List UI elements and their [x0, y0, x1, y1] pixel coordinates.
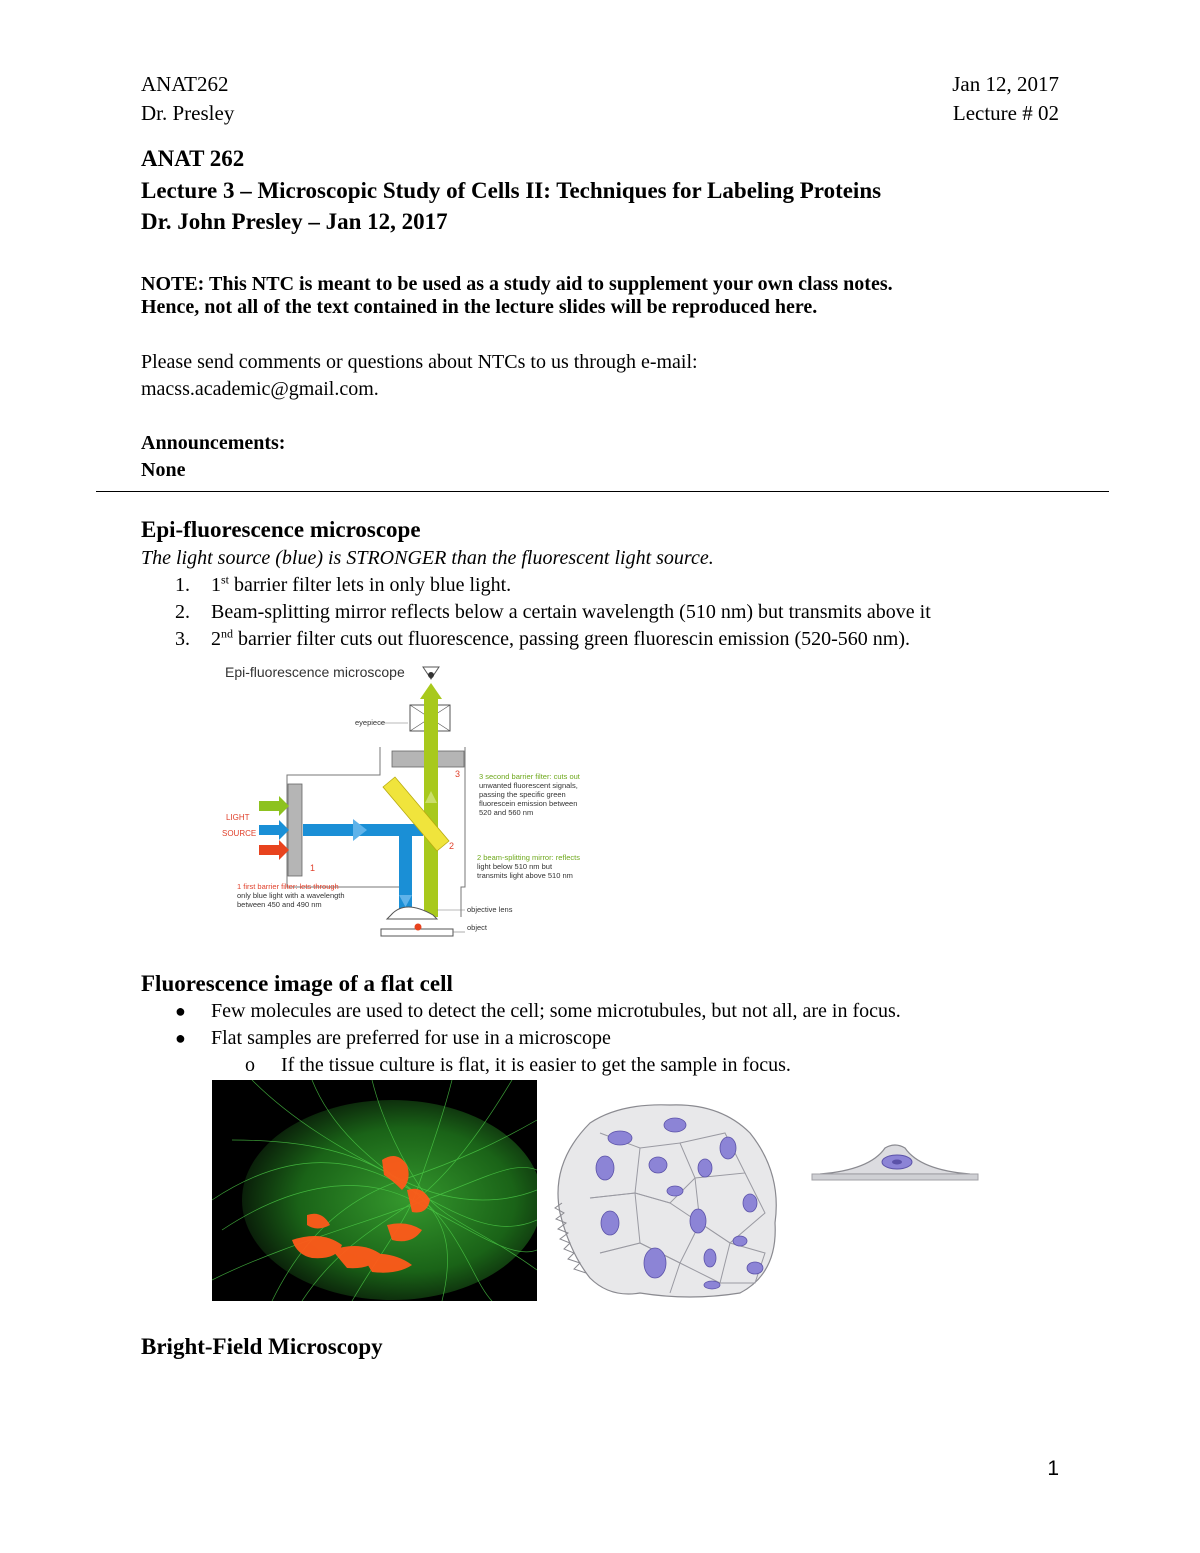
list-text: barrier filter lets in only blue light.: [229, 574, 512, 596]
fluorescence-micrograph-image: [212, 1080, 537, 1301]
lecturer-line: Dr. John Presley – Jan 12, 2017: [141, 209, 448, 234]
diagram-title: Epi-fluorescence microscope: [225, 664, 405, 680]
bullet-icon: ●: [175, 1001, 186, 1021]
list-text: If the tissue culture is flat, it is easier to get the sample in focus.: [281, 1054, 791, 1076]
ordinal-suffix: st: [221, 572, 230, 587]
list-number: 3.: [175, 628, 190, 650]
green-beam: [424, 699, 438, 917]
header-date: Jan 12, 2017: [952, 72, 1059, 96]
substrate: [812, 1174, 978, 1180]
page-number: 1: [1047, 1457, 1059, 1480]
announcements-heading: Announcements:: [141, 432, 286, 454]
sub-bullet-marker: o: [245, 1054, 255, 1076]
label-3: 3: [455, 769, 461, 779]
svg-text:between 450 and 490 nm: between 450 and 490 nm: [237, 900, 322, 909]
list-text: barrier filter cuts out fluorescence, passing green fluorescin emission (520-560 nm).: [233, 628, 911, 650]
ordinal-number: 2: [211, 628, 221, 650]
callout-1: [237, 882, 345, 909]
list-item: [175, 1025, 901, 1052]
svg-text:1 first barrier filter: lets: 1 first barrier filter: lets through: [237, 882, 339, 891]
source-label: SOURCE: [222, 829, 257, 838]
contact-text: Please send comments or questions about NTCs to us through e-mail:: [141, 351, 698, 373]
callout-3: [479, 772, 581, 817]
bullet-icon: ●: [175, 1028, 186, 1048]
label-1: 1: [310, 863, 316, 873]
list-text: Beam-splitting mirror reflects below a certain wavelength (510 nm) but transmits above it: [211, 601, 931, 623]
object-label: object: [467, 923, 488, 932]
list-item: [175, 998, 901, 1025]
numbered-list: [175, 572, 931, 653]
epi-fluorescence-diagram: [215, 655, 615, 940]
svg-text:only blue light with a wavelen: only blue light with a wavelength: [237, 891, 345, 900]
svg-text:transmits light above 510 nm: transmits light above 510 nm: [477, 871, 573, 880]
ordinal-suffix: nd: [221, 626, 233, 641]
announcements-value: None: [141, 459, 186, 481]
section-heading-epi-fluorescence: Epi-fluorescence microscope: [141, 517, 421, 542]
eyepiece-label: eyepiece: [355, 718, 386, 727]
lecture-title: Lecture 3 – Microscopic Study of Cells II: Techniques for Labeling Proteins: [141, 178, 882, 203]
beam-splitting-mirror: [383, 777, 449, 851]
header-lecture-number: Lecture # 02: [952, 101, 1059, 125]
contact-email[interactable]: macss.academic@gmail.com.: [141, 378, 379, 400]
header-course: ANAT262: [141, 72, 229, 96]
first-barrier-filter: [288, 784, 302, 876]
objective-label: objective lens: [467, 905, 513, 914]
list-number: 1.: [175, 574, 190, 596]
list-item: [175, 626, 931, 653]
callout-2: [477, 853, 580, 880]
sub-list-item: [245, 1052, 901, 1079]
note-line-1: NOTE: This NTC is meant to be used as a study aid to supplement your own class notes.: [141, 273, 893, 295]
list-item: [175, 599, 931, 626]
svg-text:unwanted fluorescent signals,: unwanted fluorescent signals,: [479, 781, 578, 790]
svg-text:3 second barrier filter: cuts: 3 second barrier filter: cuts out: [479, 772, 580, 781]
note-line-2: Hence, not all of the text contained in the lecture slides will be reproduced here.: [141, 296, 818, 318]
course-title: ANAT 262: [141, 146, 245, 171]
svg-text:2 beam-splitting mirror: refl: 2 beam-splitting mirror: reflects: [477, 853, 580, 862]
list-text: Flat samples are preferred for use in a microscope: [211, 1027, 611, 1049]
section-heading-flat-cell: Fluorescence image of a flat cell: [141, 971, 453, 996]
svg-text:passing the specific green: passing the specific green: [479, 790, 566, 799]
object-dot: [415, 924, 422, 931]
label-2: 2: [449, 841, 455, 851]
section-divider: [96, 491, 1109, 492]
eye-pupil: [428, 672, 434, 678]
flat-cell-side-view: [810, 1140, 980, 1188]
svg-text:light below 510 nm but: light below 510 nm but: [477, 862, 553, 871]
cell-sheet-illustration: [550, 1103, 782, 1301]
section-heading-bright-field: Bright-Field Microscopy: [141, 1334, 383, 1359]
light-label: LIGHT: [226, 813, 250, 822]
ordinal-number: 1: [211, 574, 221, 596]
bullet-list: [175, 998, 901, 1079]
list-item: [175, 572, 931, 599]
svg-text:fluorescein emission between: fluorescein emission between: [479, 799, 578, 808]
list-number: 2.: [175, 601, 190, 623]
header-instructor: Dr. Presley: [141, 101, 235, 125]
list-text: Few molecules are used to detect the cell; some microtubules, but not all, are in focus.: [211, 1000, 901, 1022]
section-subtitle: The light source (blue) is STRONGER than the fluorescent light source.: [141, 547, 714, 569]
svg-text:520 and 560 nm: 520 and 560 nm: [479, 808, 534, 817]
